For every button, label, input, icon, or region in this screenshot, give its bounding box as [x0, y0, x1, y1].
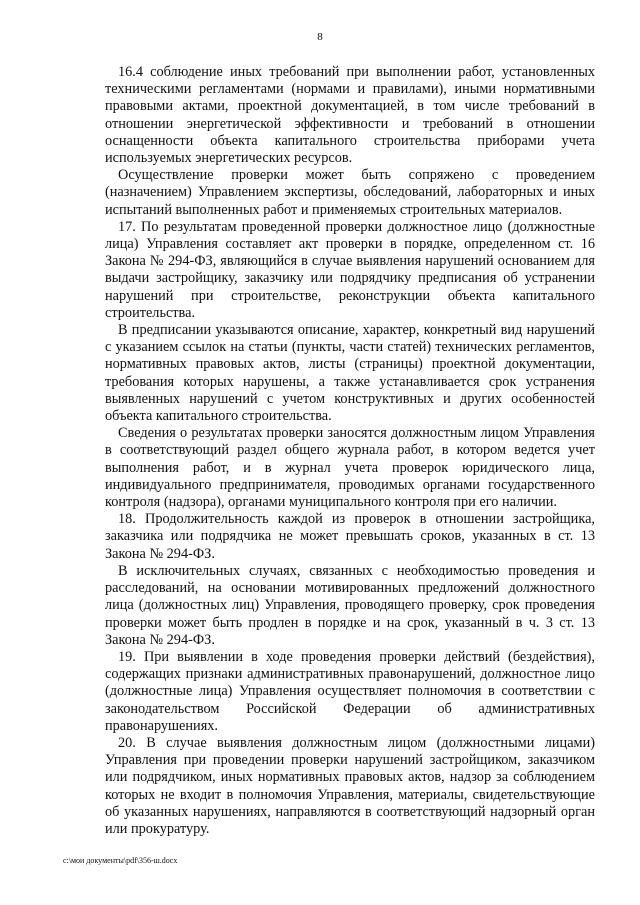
- paragraph-exceptional-cases: В исключительных случаях, связанных с необходимостью проведения и расследований, на основании мотивированных предложений должностного лица (должностных лиц) Управления, проводящего проверку, срок проведения проверки может быть продлен в порядке и на срок, указанный в ч. 3 ст. 13 Закона № 294-ФЗ.: [105, 562, 595, 648]
- footer-file-path: c:\мои документы\pdf\356-ш.docx: [63, 856, 178, 865]
- paragraph-18: 18. Продолжительность каждой из проверок в отношении застройщика, заказчика или подрядчика не может превышать сроков, указанных в ст. 13 Закона № 294-ФЗ.: [105, 511, 595, 562]
- paragraph-16-4: 16.4 соблюдение иных требований при выполнении работ, установленных техническими регламентами (нормами и правилами), иными нормативными правовыми актами, проектной документацией, в том числе требований в отношении энергетической эффективности и требований в отношении оснащенности объекта капитального строительства приборами учета используемых энергетических ресурсов.: [105, 64, 595, 167]
- paragraph-inspection-results: Сведения о результатах проверки заносятся должностным лицом Управления в соответствующий раздел общего журнала работ, в котором ведется учет выполнения работ, и в журнал учета проверок юридического лица, индивидуального предпринимателя, проводимых органами государственного контроля (надзора), органами муниципального контроля при его наличии.: [105, 425, 595, 511]
- paragraph-order-contents: В предписании указываются описание, характер, конкретный вид нарушений с указанием ссылок на статьи (пункты, части статей) технических регламентов, нормативных правовых актов, листы (страницы) проектной документации, требования которых нарушены, а также устанавливается срок устранения выявленных нарушений с учетом конструктивных и других особенностей объекта капитального строительства.: [105, 322, 595, 425]
- paragraph-19: 19. При выявлении в ходе проведения проверки действий (бездействия), содержащих признаки административных правонарушений, должностное лицо (должностные лица) Управления осуществляет полномочия в соответствии с законодательством Российской Федерации об административных правонарушениях.: [105, 648, 595, 734]
- paragraph-17: 17. По результатам проведенной проверки должностное лицо (должностные лица) Управления составляет акт проверки в порядке, определенном ст. 16 Закона № 294-ФЗ, являющийся в случае выявления нарушений основанием для выдачи застройщику, заказчику или подрядчику предписания об устранении нарушений при строительстве, реконструкции объекта капитального строительства.: [105, 218, 595, 321]
- paragraph-20: 20. В случае выявления должностным лицом (должностными лицами) Управления при проведении проверки нарушений застройщиком, заказчиком или подрядчиком, иных нормативных правовых актов, надзор за соблюдением которых не входит в полномочия Управления, материалы, свидетельствующие об указанных нарушениях, направляются в соответствующий надзорный орган или прокуратуру.: [105, 734, 595, 837]
- page-number: 8: [317, 31, 323, 43]
- document-body: [105, 64, 595, 838]
- paragraph-inspection-expertise: Осуществление проверки может быть сопряжено с проведением (назначением) Управлением экспертизы, обследований, лабораторных и иных испытаний выполненных работ и применяемых строительных материалов.: [105, 167, 595, 218]
